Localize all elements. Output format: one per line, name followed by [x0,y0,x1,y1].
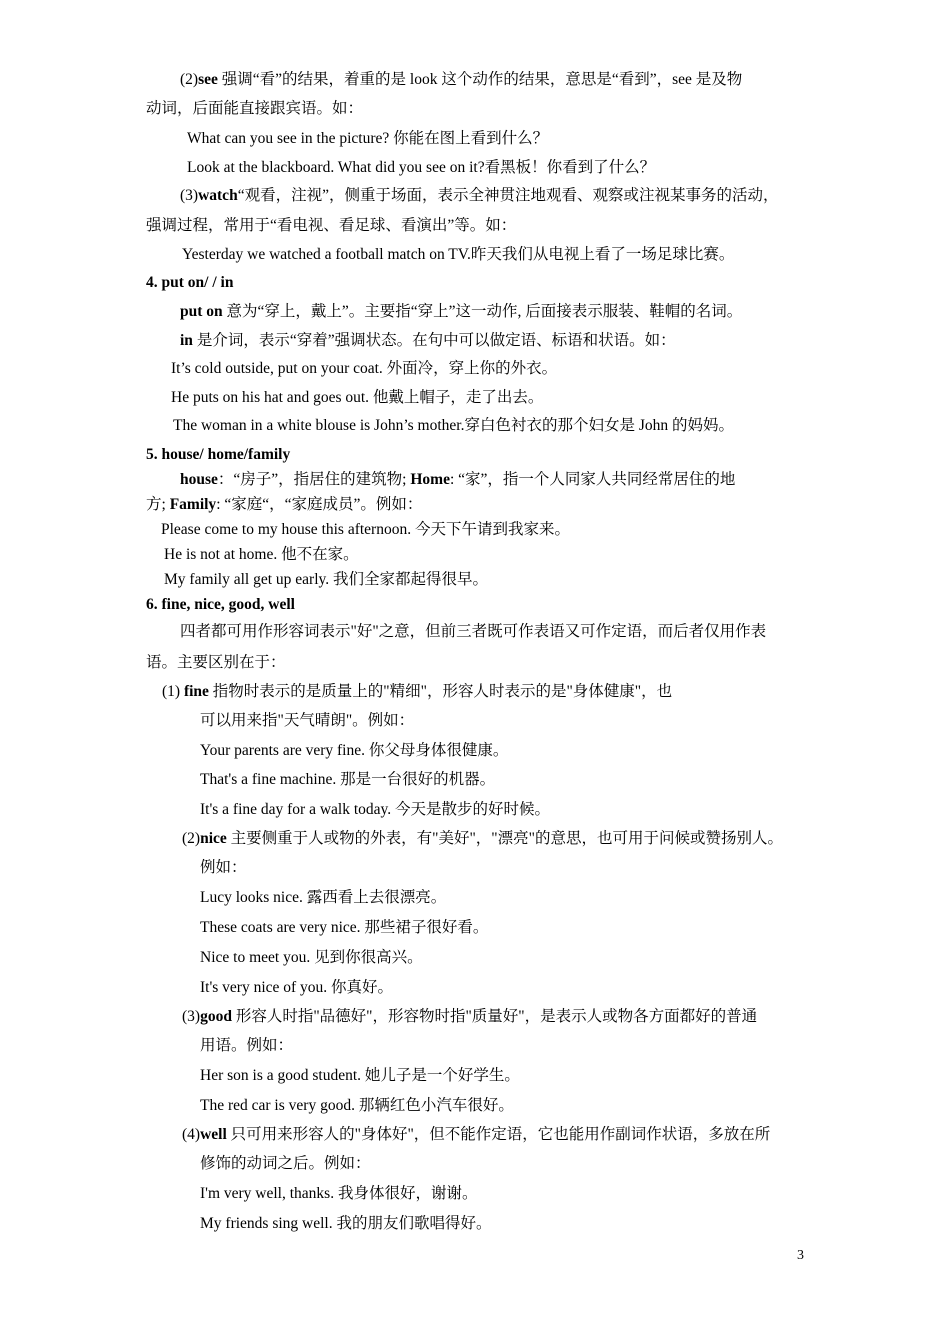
puton-term: put on [180,303,223,320]
section-4-example-3: The woman in a white blouse is John’s mother.穿白色衬衣的那个妇女是 John 的妈妈。 [173,417,734,434]
good-item-number: (3) [182,1008,201,1025]
family-term: Family [169,496,217,513]
page-number: 3 [797,1248,804,1263]
well-paragraph-line-1 [182,1125,770,1145]
see-item-number: (2) [180,71,199,88]
fine-example-1: Your parents are very fine. 你父母身体很健康。 [200,742,509,759]
well-description: 只可用来形容人的"身体好"，但不能作定语，它也能用作副词作状语，多放在所 [226,1126,771,1143]
nice-example-2: These coats are very nice. 那些裙子很好看。 [200,919,489,936]
see-example-1: What can you see in the picture? 你能在图上看到什么？ [187,130,549,147]
section-5-heading: 5. house/ home/family [146,446,291,463]
well-example-2: My friends sing well. 我的朋友们歌唱得好。 [200,1215,492,1232]
good-paragraph-line-1 [182,1007,757,1027]
nice-example-4: It's very nice of you. 你真好。 [200,979,394,996]
section-4-example-1: It’s cold outside, put on your coat. 外面冷，穿上你的外衣。 [171,360,558,377]
watch-item-number: (3) [180,187,199,204]
section-4-example-2: He puts on his hat and goes out. 他戴上帽子，走了出去。 [171,389,544,406]
good-paragraph-line-2: 用语。例如： [200,1037,294,1054]
see-term: see [198,71,218,88]
well-paragraph-line-2: 修饰的动词之后。例如： [200,1155,371,1172]
puton-description: 意为“穿上，戴上”。主要指“穿上”这一动作, 后面接表示服装、鞋帽的名词。 [222,303,743,320]
good-example-1: Her son is a good student. 她儿子是一个好学生。 [200,1067,520,1084]
fine-term: fine [183,683,209,700]
good-example-2: The red car is very good. 那辆红色小汽车很好。 [200,1097,514,1114]
section-6-intro-line-1: 四者都可用作形容词表示"好"之意，但前三者既可作表语又可作定语，而后者仅用作表 [180,623,767,640]
section-4-heading: 4. put on/ / in [146,274,234,291]
watch-paragraph-line-1 [180,186,778,206]
good-term: good [200,1008,232,1025]
watch-description: “观看，注视”，侧重于场面，表示全神贯注地观看、观察或注视某事务的活动， [237,187,779,204]
well-term: well [200,1126,227,1143]
section-5-example-3: My family all get up early. 我们全家都起得很早。 [164,571,489,588]
good-description: 形容人时指"品德好"，形容物时指"质量好"，是表示人或物各方面都好的普通 [231,1008,758,1025]
nice-paragraph-line-2: 例如： [200,859,247,876]
fine-example-2: That's a fine machine. 那是一台很好的机器。 [200,771,496,788]
see-description: 强调“看”的结果，着重的是 look 这个动作的结果，意思是“看到”，see 是及物 [217,71,743,88]
home-description: : “家”，指一个人同家人共同经常居住的地 [449,471,736,488]
fine-paragraph-line-2: 可以用来指"天气晴朗"。例如： [200,712,415,729]
family-paragraph-line-2 [146,495,422,515]
fine-item-number: (1) [162,683,184,700]
family-description: : “家庭“，“家庭成员”。例如： [216,496,423,513]
nice-paragraph-line-1 [182,829,783,849]
nice-description: 主要侧重于人或物的外表，有"美好"，"漂亮"的意思，也可用于问候或赞扬别人。 [226,830,783,847]
section-5-example-1: Please come to my house this afternoon. 今天下午请到我家来。 [161,521,570,538]
house-description: ：“房子”，指居住的建筑物; [217,471,411,488]
watch-paragraph-line-2: 强调过程，常用于“看电视、看足球、看演出”等。如： [146,217,517,234]
section-6-intro-line-2: 语。主要区别在于： [146,654,286,671]
nice-item-number: (2) [182,830,201,847]
see-example-2: Look at the blackboard. What did you see on it?看黑板！你看到了什么？ [187,159,656,176]
house-home-paragraph-line-1 [180,470,735,490]
watch-term: watch [198,187,238,204]
in-description: 是介词，表示“穿着”强调状态。在句中可以做定语、标语和状语。如： [192,332,676,349]
nice-example-3: Nice to meet you. 见到你很高兴。 [200,949,423,966]
well-item-number: (4) [182,1126,201,1143]
fine-paragraph-line-1 [162,682,672,702]
see-paragraph-line-2: 动词，后面能直接跟宾语。如： [146,100,364,117]
fine-description: 指物时表示的是质量上的"精细"，形容人时表示的是"身体健康"，也 [208,683,673,700]
nice-term: nice [200,830,227,847]
watch-example-1: Yesterday we watched a football match on TV.昨天我们从电视上看了一场足球比赛。 [182,246,735,263]
in-term: in [180,332,193,349]
home-term: Home [410,471,450,488]
well-example-1: I'm very well, thanks. 我身体很好，谢谢。 [200,1185,478,1202]
section-6-heading: 6. fine, nice, good, well [146,596,295,613]
in-paragraph [180,331,676,351]
nice-example-1: Lucy looks nice. 露西看上去很漂亮。 [200,889,447,906]
see-paragraph-line-1 [180,70,742,90]
section-5-example-2: He is not at home. 他不在家。 [164,546,359,563]
house-term: house [180,471,218,488]
family-line-prefix: 方; [146,496,170,513]
puton-paragraph [180,302,742,322]
fine-example-3: It's a fine day for a walk today. 今天是散步的好时候。 [200,801,551,818]
